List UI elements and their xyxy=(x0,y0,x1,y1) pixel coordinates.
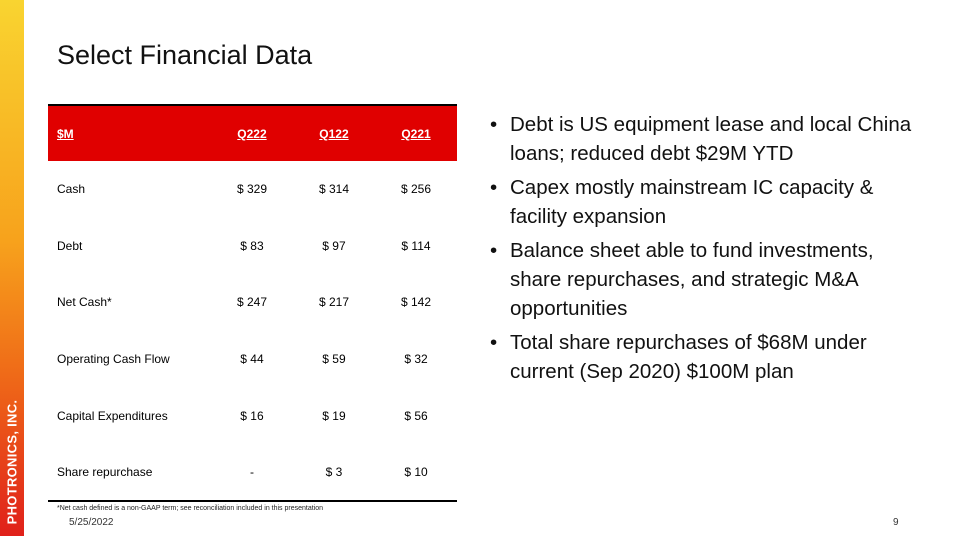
bullet-text: Debt is US equipment lease and local China loans; reduced debt $29M YTD xyxy=(510,113,912,165)
table-header-row xyxy=(48,105,457,161)
cell-value: $ 44 xyxy=(240,352,264,367)
cell-value: - xyxy=(211,444,293,501)
cell-value: $ 32 xyxy=(404,352,428,367)
bullet-text: Capex mostly mainstream IC capacity & facility expansion xyxy=(510,176,874,228)
cell-value: $ 16 xyxy=(240,408,264,423)
row-label: Share repurchase xyxy=(48,444,211,501)
bullet-dot-icon: • xyxy=(490,113,498,136)
cell-value: $ 97 xyxy=(322,238,346,253)
page-number: 9 xyxy=(893,517,899,528)
cell-value: $ 256 xyxy=(400,182,431,197)
table-row xyxy=(48,161,457,218)
row-label: Operating Cash Flow xyxy=(57,352,170,367)
table-row xyxy=(48,387,457,444)
brand-sidebar-text xyxy=(0,0,24,536)
table-row xyxy=(48,331,457,388)
row-label: Capital Expenditures xyxy=(57,408,168,423)
cell-value: $ 10 xyxy=(375,444,457,501)
header-cell-q222: Q222 xyxy=(211,105,293,161)
bullet-dot-icon: • xyxy=(490,176,498,199)
bullet-item xyxy=(490,110,920,168)
bullet-dot-icon: • xyxy=(490,239,498,262)
bullet-dot-icon: • xyxy=(490,331,498,354)
bullet-list xyxy=(490,110,920,391)
cell-value: $ 314 xyxy=(318,182,349,197)
table-row xyxy=(48,274,457,331)
bullet-item xyxy=(490,236,920,323)
footer-date: 5/25/2022 xyxy=(69,517,114,528)
cell-value: $ 59 xyxy=(322,352,346,367)
header-cell-metric: $M xyxy=(48,105,211,161)
header-cell-q122: Q122 xyxy=(293,105,375,161)
cell-value: $ 114 xyxy=(401,238,431,253)
row-label: Debt xyxy=(57,238,83,253)
table-footnote: *Net cash defined is a non-GAAP term; see reconciliation included in this presentation xyxy=(57,505,324,512)
cell-value: $ 329 xyxy=(236,182,267,197)
table-row xyxy=(48,218,457,275)
row-label: Cash xyxy=(57,182,86,197)
cell-value: $ 19 xyxy=(322,408,346,423)
slide-title: Select Financial Data xyxy=(57,40,313,70)
cell-value: $ 3 xyxy=(293,444,375,501)
financial-data-table xyxy=(48,104,457,502)
header-cell-q221: Q221 xyxy=(375,105,457,161)
cell-value: $ 83 xyxy=(240,238,264,253)
cell-value: $ 247 xyxy=(236,295,267,310)
bullet-item xyxy=(490,173,920,231)
cell-value: $ 217 xyxy=(318,295,349,310)
table-row xyxy=(48,444,457,501)
bullet-text: Balance sheet able to fund investments, share repurchases, and strategic M&A opportunities xyxy=(510,239,874,320)
cell-value: $ 56 xyxy=(404,408,428,423)
row-label: Net Cash* xyxy=(57,295,112,310)
bullet-text: Total share repurchases of $68M under current (Sep 2020) $100M plan xyxy=(510,331,867,383)
brand-name: PHOTRONICS, INC. xyxy=(4,399,20,525)
cell-value: $ 142 xyxy=(400,295,431,310)
bullet-item xyxy=(490,328,920,386)
